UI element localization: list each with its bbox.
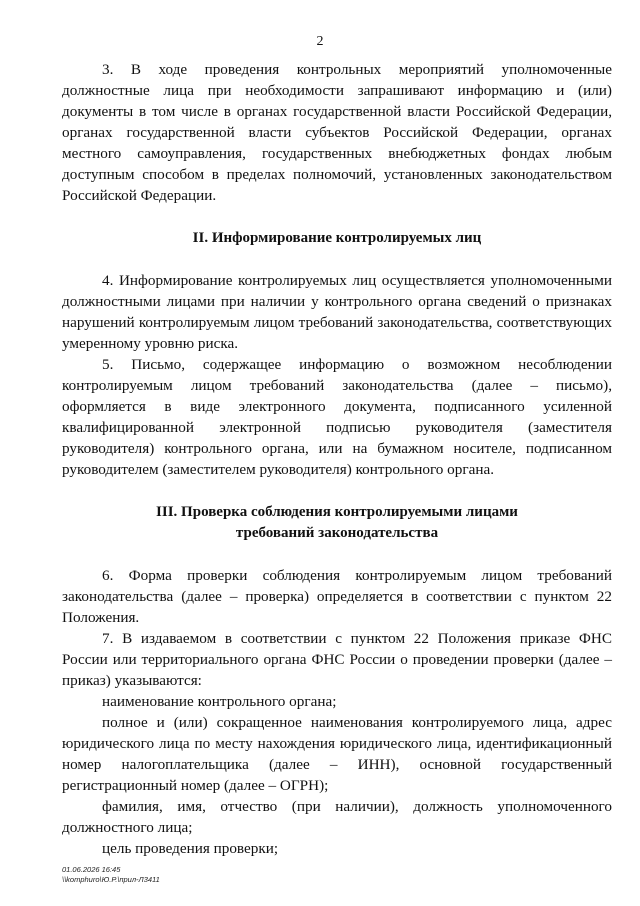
section-heading-3 bbox=[62, 502, 612, 544]
paragraph-7: 7. В издаваемом в соответствии с пунктом 22 Положения приказе ФНС России или территориального органа ФНС России о проведении проверки (далее – приказ) указываются: bbox=[62, 630, 612, 689]
list-item: цель проведения проверки; bbox=[102, 840, 279, 857]
document-body bbox=[62, 59, 612, 859]
list-item: полное и (или) сокращенное наименования контролируемого лица, адрес юридического лица по месту нахождения юридического лица, идентификационный номер налогоплательщика (далее – ИНН), основной государственный регистрационный номер (далее – ОГРН); bbox=[62, 714, 612, 794]
list-item: фамилия, имя, отчество (при наличии), должность уполномоченного должностного лица; bbox=[62, 798, 612, 836]
page-number: 2 bbox=[316, 34, 324, 49]
section-heading-2: II. Информирование контролируемых лиц bbox=[192, 230, 482, 246]
section-heading-3-line-2: требований законодательства bbox=[235, 525, 439, 541]
paragraph-3: 3. В ходе проведения контрольных мероприятий уполномоченные должностные лица при необходимости запрашивают информацию и (или) документы в том числе в органах государственной власти Российской Федерации, органах государственной власти субъектов Российской Федерации, органах местного самоуправления, государственных внебюджетных фондах любым доступным способом в пределах полномочий, установленных законодательством Российской Федерации. bbox=[62, 61, 612, 204]
paragraph-6: 6. Форма проверки соблюдения контролируемым лицом требований законодательства (далее – проверка) определяется в соответствии с пунктом 22 Положения. bbox=[62, 567, 612, 626]
footer-date: 01.06.2026 16:45 bbox=[62, 865, 121, 874]
document-footer bbox=[62, 865, 160, 885]
paragraph-4: 4. Информирование контролируемых лиц осуществляется уполномоченными должностными лицами при наличии у контрольного органа сведений о признаках нарушений контролируемым лицом требований законодательства, соответствующих умеренному уровню риска. bbox=[62, 272, 612, 352]
footer-file-path: \\komphuro\Ю.Р.\прил-Л3411 bbox=[62, 875, 160, 884]
section-heading-3-line-1: III. Проверка соблюдения контролируемыми лицами bbox=[156, 504, 518, 520]
list-item: наименование контрольного органа; bbox=[102, 693, 337, 710]
paragraph-5: 5. Письмо, содержащее информацию о возможном несоблюдении контролируемым лицом требований законодательства (далее – письмо), оформляется в виде электронного документа, подписанного усиленной квалифицированной электронной подписью руководителя (заместителя руководителя) контрольного органа, или на бумажном носителе, подписанном руководителем (заместителем руководителя) контрольного органа. bbox=[62, 356, 612, 478]
